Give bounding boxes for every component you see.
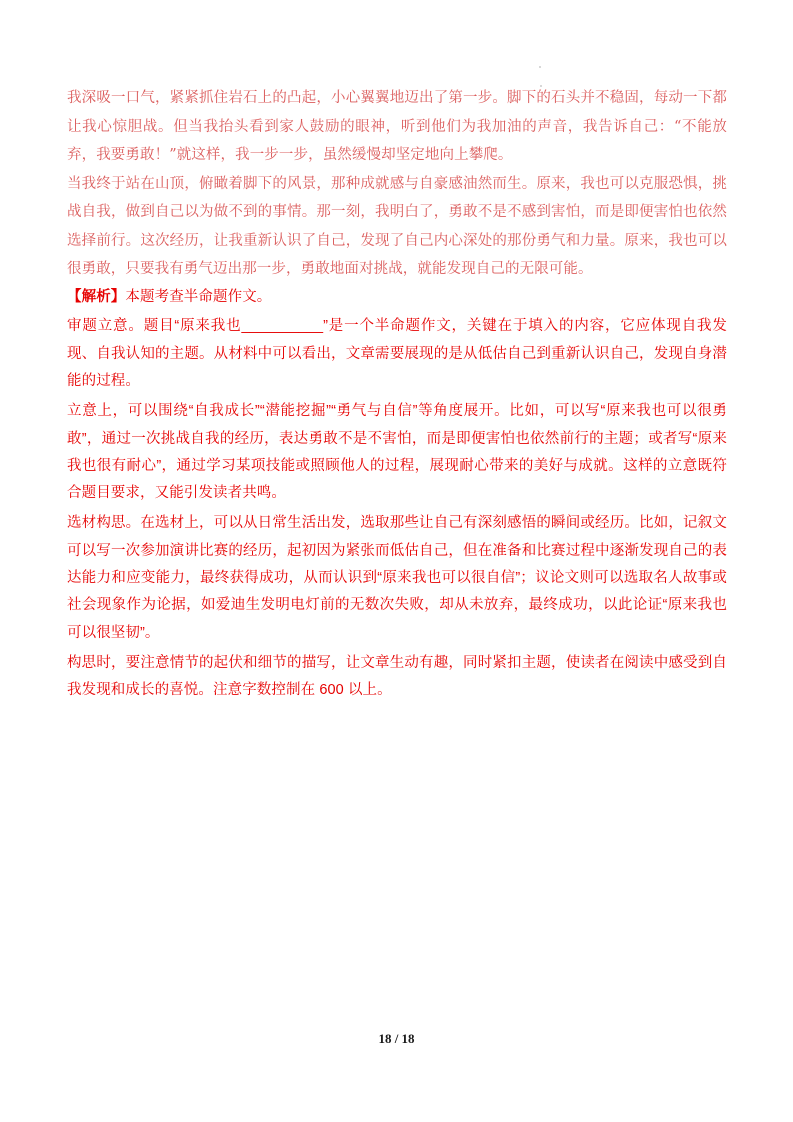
analysis-label: 【解析】 bbox=[67, 288, 126, 305]
essay-paragraph-2: 当我终于站在山顶，俯瞰着脚下的风景，那种成就感与自豪感油然而生。原来，我也可以克服恐惧，挑战自我，做到自己以为做不到的事情。那一刻，我明白了，勇敢不是不感到害怕，而是即便害怕也依然选择前行。这次经历，让我重新认识了自己，发现了自己内心深处的那份勇气和力量。原来，我也可以很勇敢，只要我有勇气迈出那一步，勇敢地面对挑战，就能发现自己的无限可能。 bbox=[67, 175, 727, 277]
analysis-paragraph-topic: 审题立意。题目“原来我也__________”是一个半命题作文，关键在于填入的内容，它应体现自我发现、自我认知的主题。从材料中可以看出，文章需要展现的是从低估自己到重新认识自己，发现自身潜能的过程。 bbox=[67, 318, 727, 390]
analysis-paragraph-structure: 构思时，要注意情节的起伏和细节的描写，让文章生动有趣，同时紧扣主题，使读者在阅读中感受到自我发现和成长的喜悦。注意字数控制在 600 以上。 bbox=[67, 654, 727, 699]
page-number: 18 / 18 bbox=[378, 1031, 415, 1046]
analysis-intro: 本题考查半命题作文。 bbox=[125, 288, 272, 305]
page-footer bbox=[0, 1030, 793, 1048]
model-essay-section bbox=[67, 84, 727, 284]
analysis-section bbox=[67, 284, 727, 705]
dust-speck bbox=[540, 85, 542, 87]
essay-paragraph-1: 我深吸一口气，紧紧抓住岩石上的凸起，小心翼翼地迈出了第一步。脚下的石头并不稳固，每动一下都让我心惊胆战。但当我抬头看到家人鼓励的眼神，听到他们为我加油的声音，我告诉自己：“不能放弃，我要勇敢！”就这样，我一步一步，虽然缓慢却坚定地向上攀爬。 bbox=[67, 90, 727, 163]
dust-speck bbox=[539, 66, 541, 68]
analysis-paragraph-material: 选材构思。在选材上，可以从日常生活出发，选取那些让自己有深刻感悟的瞬间或经历。比如，记叙文可以写一次参加演讲比赛的经历，起初因为紧张而低估自己，但在准备和比赛过程中逐渐发现自己的表达能力和应变能力，最终获得成功，从而认识到“原来我也可以很自信”；议论文则可以选取名人故事或社会现象作为论据，如爱迪生发明电灯前的无数次失败，却从未放弃，最终成功，以此论证“原来我也可以很坚韧”。 bbox=[67, 515, 727, 641]
analysis-paragraph-intent: 立意上，可以围绕“自我成长”“潜能挖掘”“勇气与自信”等角度展开。比如，可以写“原来我也可以很勇敢”，通过一次挑战自我的经历，表达勇敢不是不害怕，而是即便害怕也依然前行的主题；或者写“原来我也很有耐心”，通过学习某项技能或照顾他人的过程，展现耐心带来的美好与成就。这样的立意既符合题目要求，又能引发读者共鸣。 bbox=[67, 403, 727, 502]
analysis-heading-line bbox=[67, 284, 727, 311]
